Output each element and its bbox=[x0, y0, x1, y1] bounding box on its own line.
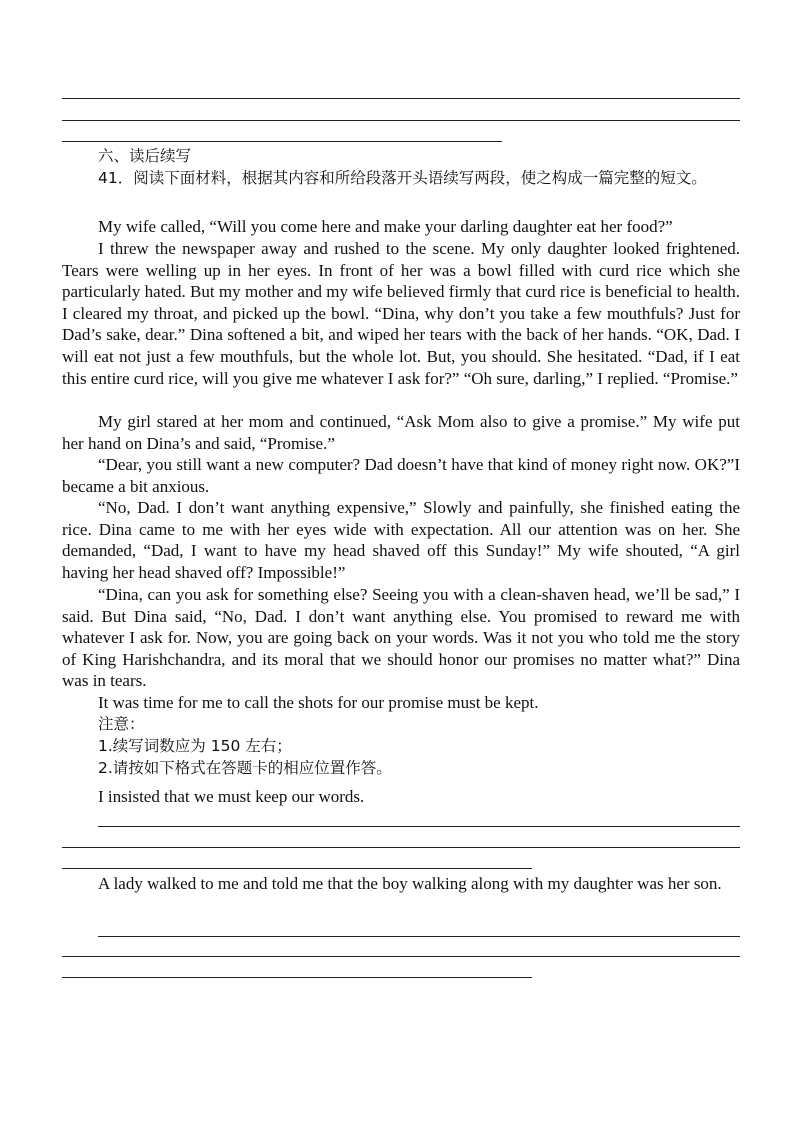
story-paragraph-7: It was time for me to call the shots for our promise must be kept. bbox=[98, 693, 539, 712]
answer-line[interactable] bbox=[62, 977, 532, 978]
answer-line[interactable] bbox=[62, 847, 740, 848]
continuation-paragraph-2-start: A lady walked to me and told me that the boy walking along with my daughter was her son. bbox=[98, 874, 722, 893]
continuation-paragraph-1-start: I insisted that we must keep our words. bbox=[98, 787, 365, 806]
answer-line[interactable] bbox=[62, 120, 740, 121]
answer-line[interactable] bbox=[62, 956, 740, 957]
notes-item-1: 1.续写词数应为 150 左右； bbox=[98, 737, 292, 755]
answer-line[interactable] bbox=[98, 826, 740, 827]
answer-line[interactable] bbox=[62, 98, 740, 99]
section-heading: 六、读后续写 bbox=[98, 147, 192, 165]
story-paragraph-3: My girl stared at her mom and continued, “Ask Mom also to give a promise.” My wife put her hand on Dina’s and said, “Promise.” bbox=[62, 412, 740, 453]
answer-line[interactable] bbox=[98, 936, 740, 937]
story-paragraph-5: “No, Dad. I don’t want anything expensive,” Slowly and painfully, she finished eating the rice. Dina came to me with her eyes wide with expectation. All our attention was on her. She demanded, “Dad, I want to have my head shaved off this Sunday!” My wife shouted, “A girl having her head shaved off? Impossible!” bbox=[62, 498, 740, 582]
story-paragraph-6: “Dina, can you ask for something else? Seeing you with a clean-shaven head, we’ll be sad,” I said. But Dina said, “No, Dad. I don’t want anything else. You promised to reward me with whatever I ask for. Now, you are going back on your words. Was it not you who told me the story of King Harishchandra, and its moral that we should honor our promises no matter what?” Dina was in tears. bbox=[62, 585, 740, 691]
story-paragraph-4: “Dear, you still want a new computer? Dad doesn’t have that kind of money right now. OK?”I became a bit anxious. bbox=[62, 455, 740, 496]
story-paragraph-1: My wife called, “Will you come here and make your darling daughter eat her food?” bbox=[98, 217, 673, 236]
question-instruction: 41．阅读下面材料，根据其内容和所给段落开头语续写两段，使之构成一篇完整的短文。 bbox=[98, 169, 707, 187]
notes-label: 注意： bbox=[98, 715, 145, 733]
story-paragraph-2: I threw the newspaper away and rushed to the scene. My only daughter looked frightened. Tears were welling up in her eyes. In front of her was a bowl filled with curd rice which she particularly hated. But my mother and my wife believed firmly that curd rice is beneficial to health. I cleared my throat, and picked up the bowl. “Dina, why don’t you take a few mouthfuls? Just for Dad’s sake, dear.” Dina softened a bit, and wiped her tears with the back of her hands. “OK, Dad. I will eat not just a few mouthfuls, but the whole lot. But, you should. She hesitated. “Dad, if I eat this entire curd rice, will you give me whatever I ask for?” “Oh sure, darling,” I replied. “Promise.” bbox=[62, 239, 740, 388]
answer-line[interactable] bbox=[62, 868, 532, 869]
answer-line[interactable] bbox=[62, 141, 502, 142]
notes-item-2: 2.请按如下格式在答题卡的相应位置作答。 bbox=[98, 759, 392, 777]
